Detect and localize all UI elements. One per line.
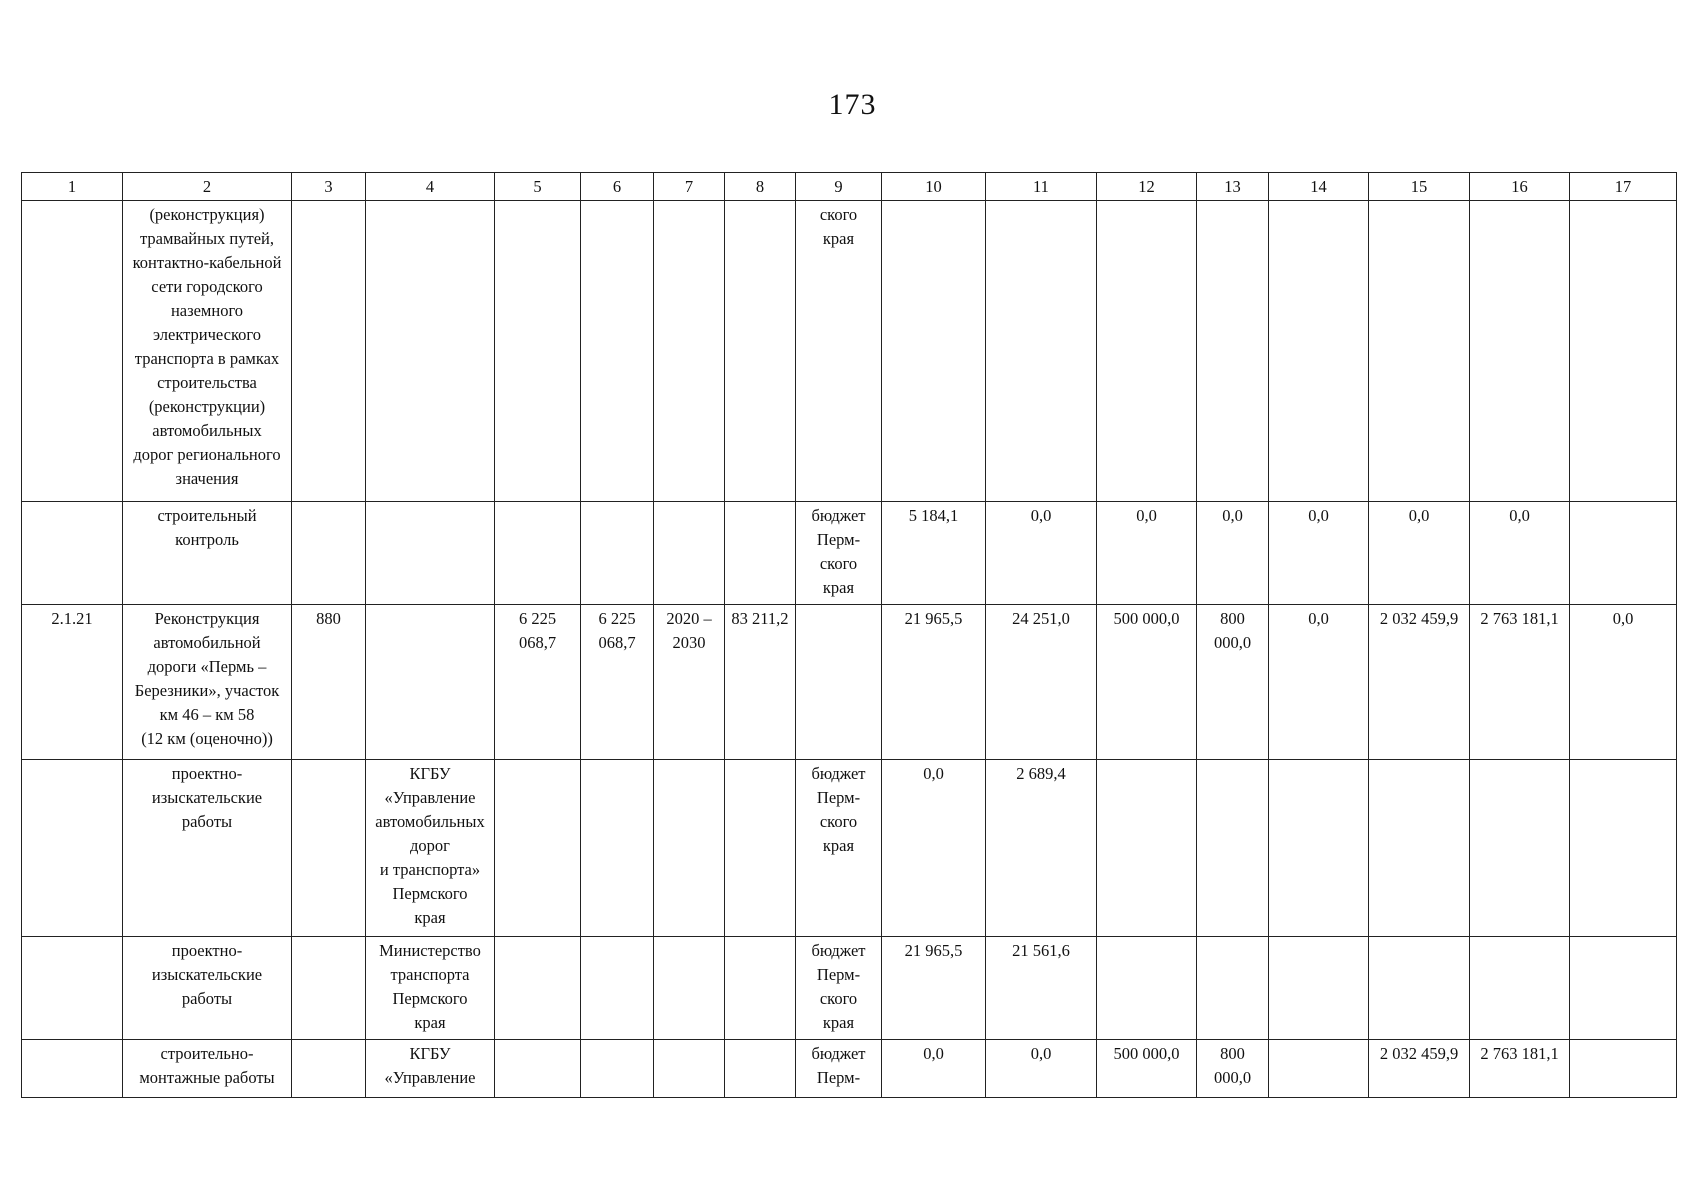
table-cell-col-11: 2 689,4 — [986, 760, 1097, 937]
table-cell-col-4: КГБУ «Управление автомобильных дорог и транспорта» Пермского края — [366, 760, 495, 937]
table-cell-col-13 — [1197, 201, 1269, 502]
table-cell-col-8 — [725, 937, 796, 1040]
table-cell-col-7 — [654, 1040, 725, 1098]
table-cell-col-6 — [581, 937, 654, 1040]
table-cell-col-1 — [22, 760, 123, 937]
column-number-cell: 12 — [1097, 173, 1197, 201]
table-cell-col-3: 880 — [292, 605, 366, 760]
table-cell-col-15 — [1369, 760, 1470, 937]
table-cell-col-16: 2 763 181,1 — [1470, 605, 1570, 760]
table-cell-col-8: 83 211,2 — [725, 605, 796, 760]
table-cell-col-8 — [725, 201, 796, 502]
table-cell-col-14 — [1269, 760, 1369, 937]
table-cell-col-15 — [1369, 201, 1470, 502]
table-cell-col-4: Министерство транспорта Пермского края — [366, 937, 495, 1040]
column-number-cell: 16 — [1470, 173, 1570, 201]
table-row — [22, 760, 1677, 937]
table-cell-col-12: 0,0 — [1097, 502, 1197, 605]
table-cell-col-5 — [495, 1040, 581, 1098]
table-cell-col-12 — [1097, 937, 1197, 1040]
table-cell-col-14: 0,0 — [1269, 605, 1369, 760]
table-cell-col-3 — [292, 937, 366, 1040]
table-cell-col-7 — [654, 760, 725, 937]
table-cell-col-13 — [1197, 937, 1269, 1040]
table-cell-col-3 — [292, 1040, 366, 1098]
table-cell-col-6 — [581, 760, 654, 937]
table-cell-col-16 — [1470, 201, 1570, 502]
table-cell-col-14: 0,0 — [1269, 502, 1369, 605]
column-number-cell: 7 — [654, 173, 725, 201]
column-number-cell: 8 — [725, 173, 796, 201]
table-cell-col-10: 5 184,1 — [882, 502, 986, 605]
table-cell-col-1 — [22, 201, 123, 502]
table-row — [22, 605, 1677, 760]
table-cell-col-12: 500 000,0 — [1097, 605, 1197, 760]
table-cell-col-9: бюджет Перм- ского края — [796, 760, 882, 937]
table-cell-col-2: строительно- монтажные работы — [123, 1040, 292, 1098]
table-cell-col-2: Реконструкция автомобильной дороги «Пермь – Березники», участок км 46 – км 58 (12 км (оценочно)) — [123, 605, 292, 760]
column-number-cell: 11 — [986, 173, 1097, 201]
table-cell-col-3 — [292, 760, 366, 937]
table-cell-col-13: 800 000,0 — [1197, 605, 1269, 760]
table-cell-col-11 — [986, 201, 1097, 502]
table-row — [22, 502, 1677, 605]
table-cell-col-12 — [1097, 760, 1197, 937]
table-cell-col-4 — [366, 605, 495, 760]
table-cell-col-16 — [1470, 760, 1570, 937]
table-cell-col-13: 800 000,0 — [1197, 1040, 1269, 1098]
table-cell-col-9: бюджет Перм- ского края — [796, 502, 882, 605]
table-cell-col-4 — [366, 502, 495, 605]
table-cell-col-12: 500 000,0 — [1097, 1040, 1197, 1098]
table-cell-col-14 — [1269, 201, 1369, 502]
column-number-cell: 1 — [22, 173, 123, 201]
column-number-cell: 3 — [292, 173, 366, 201]
table-cell-col-8 — [725, 502, 796, 605]
table-cell-col-11: 24 251,0 — [986, 605, 1097, 760]
table-cell-col-5 — [495, 201, 581, 502]
table-cell-col-5 — [495, 760, 581, 937]
table-cell-col-17 — [1570, 201, 1677, 502]
table-cell-col-9: ского края — [796, 201, 882, 502]
table-cell-col-13: 0,0 — [1197, 502, 1269, 605]
table-cell-col-6 — [581, 1040, 654, 1098]
table-cell-col-2: проектно- изыскательские работы — [123, 760, 292, 937]
budget-table — [21, 172, 1677, 1098]
table-cell-col-17 — [1570, 1040, 1677, 1098]
table-cell-col-12 — [1097, 201, 1197, 502]
column-number-cell: 2 — [123, 173, 292, 201]
page-number: 173 — [828, 88, 877, 121]
table-cell-col-13 — [1197, 760, 1269, 937]
table-cell-col-6: 6 225 068,7 — [581, 605, 654, 760]
table-cell-col-6 — [581, 502, 654, 605]
table-cell-col-17 — [1570, 760, 1677, 937]
table-cell-col-5 — [495, 502, 581, 605]
table-row — [22, 201, 1677, 502]
table-cell-col-6 — [581, 201, 654, 502]
table-cell-col-10: 0,0 — [882, 760, 986, 937]
table-cell-col-1 — [22, 937, 123, 1040]
table-cell-col-9: бюджет Перм- ского края — [796, 937, 882, 1040]
table-cell-col-15: 0,0 — [1369, 502, 1470, 605]
table-cell-col-1 — [22, 502, 123, 605]
column-number-cell: 17 — [1570, 173, 1677, 201]
table-cell-col-14 — [1269, 937, 1369, 1040]
table-cell-col-15 — [1369, 937, 1470, 1040]
table-cell-col-11: 0,0 — [986, 502, 1097, 605]
table-cell-col-15: 2 032 459,9 — [1369, 1040, 1470, 1098]
column-number-cell: 10 — [882, 173, 986, 201]
table-cell-col-3 — [292, 502, 366, 605]
column-number-cell: 5 — [495, 173, 581, 201]
table-cell-col-16 — [1470, 937, 1570, 1040]
table-cell-col-5 — [495, 937, 581, 1040]
column-number-cell: 15 — [1369, 173, 1470, 201]
table-cell-col-1: 2.1.21 — [22, 605, 123, 760]
table-cell-col-3 — [292, 201, 366, 502]
table-cell-col-10: 21 965,5 — [882, 937, 986, 1040]
column-number-cell: 13 — [1197, 173, 1269, 201]
table-cell-col-14 — [1269, 1040, 1369, 1098]
table-cell-col-9: бюджет Перм- — [796, 1040, 882, 1098]
table-cell-col-11: 0,0 — [986, 1040, 1097, 1098]
table-cell-col-17 — [1570, 937, 1677, 1040]
table-cell-col-4: КГБУ «Управление — [366, 1040, 495, 1098]
table-cell-col-2: (реконструкция) трамвайных путей, контактно-кабельной сети городского наземного электрического транспорта в рамках строительства (реконструкции) автомобильных дорог регионального значения — [123, 201, 292, 502]
table-cell-col-2: строительный контроль — [123, 502, 292, 605]
table-row — [22, 1040, 1677, 1098]
table-cell-col-17 — [1570, 502, 1677, 605]
table-cell-col-16: 0,0 — [1470, 502, 1570, 605]
table-cell-col-8 — [725, 760, 796, 937]
column-number-cell: 14 — [1269, 173, 1369, 201]
table-cell-col-4 — [366, 201, 495, 502]
table-cell-col-7 — [654, 937, 725, 1040]
table-cell-col-9 — [796, 605, 882, 760]
table-cell-col-7 — [654, 502, 725, 605]
table-row — [22, 937, 1677, 1040]
table-cell-col-11: 21 561,6 — [986, 937, 1097, 1040]
table-cell-col-16: 2 763 181,1 — [1470, 1040, 1570, 1098]
table-cell-col-2: проектно- изыскательские работы — [123, 937, 292, 1040]
table-cell-col-7: 2020 – 2030 — [654, 605, 725, 760]
table-cell-col-5: 6 225 068,7 — [495, 605, 581, 760]
table-cell-col-1 — [22, 1040, 123, 1098]
table-cell-col-10: 0,0 — [882, 1040, 986, 1098]
table-cell-col-17: 0,0 — [1570, 605, 1677, 760]
table-cell-col-8 — [725, 1040, 796, 1098]
column-number-row — [22, 173, 1677, 201]
table-cell-col-10 — [882, 201, 986, 502]
column-number-cell: 6 — [581, 173, 654, 201]
table-cell-col-15: 2 032 459,9 — [1369, 605, 1470, 760]
table-cell-col-10: 21 965,5 — [882, 605, 986, 760]
column-number-cell: 9 — [796, 173, 882, 201]
table-cell-col-7 — [654, 201, 725, 502]
column-number-cell: 4 — [366, 173, 495, 201]
